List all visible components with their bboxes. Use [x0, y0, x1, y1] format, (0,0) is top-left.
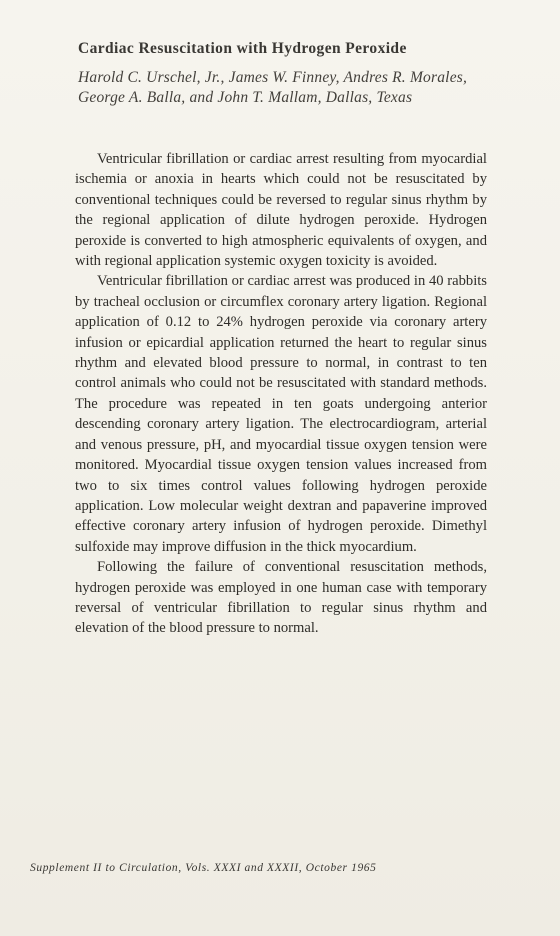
- paragraph-3: Following the failure of conventional resuscitation methods, hydrogen peroxide was employed in one human case with temporary reversal of ventricular fibrillation to regular sinus rhythm and elevation of the blood pressure to normal.: [75, 559, 487, 637]
- abstract-body: [75, 149, 487, 639]
- journal-citation: Supplement II to Circulation, Vols. XXXI and XXXII, October 1965: [30, 862, 377, 874]
- author-list: Harold C. Urschel, Jr., James W. Finney, Andres R. Morales, George A. Balla, and John T. Mallam, Dallas, Texas: [78, 69, 468, 106]
- paragraph-1: Ventricular fibrillation or cardiac arrest resulting from myocardial ischemia or anoxia in hearts which could not be resuscitated by conventional techniques could be reversed to regular sinus rhythm by the regional application of dilute hydrogen peroxide. Hydrogen peroxide is converted to high atmospheric equivalents of oxygen, and with regional application systemic oxygen toxicity is avoided.: [75, 151, 487, 270]
- article-title: Cardiac Resuscitation with Hydrogen Peroxide: [78, 40, 407, 57]
- paragraph-2: Ventricular fibrillation or cardiac arrest was produced in 40 rabbits by tracheal occlusion or circumflex coronary artery ligation. Regional application of 0.12 to 24% hydrogen peroxide via coronary artery infusion or epicardial application returned the heart to regular sinus rhythm and elevated blood pressure to normal, in contrast to ten control animals who could not be resuscitated with standard methods. The procedure was repeated in ten goats undergoing anterior descending coronary artery ligation. The electrocardiogram, arterial and venous pressure, pH, and myocardial tissue oxygen tension were monitored. Myocardial tissue oxygen tension values increased from two to six times control values following hydrogen peroxide application. Low molecular weight dextran and papaverine improved effective coronary artery infusion of hydrogen peroxide. Dimethyl sulfoxide may improve diffusion in the thick myocardium.: [75, 273, 487, 555]
